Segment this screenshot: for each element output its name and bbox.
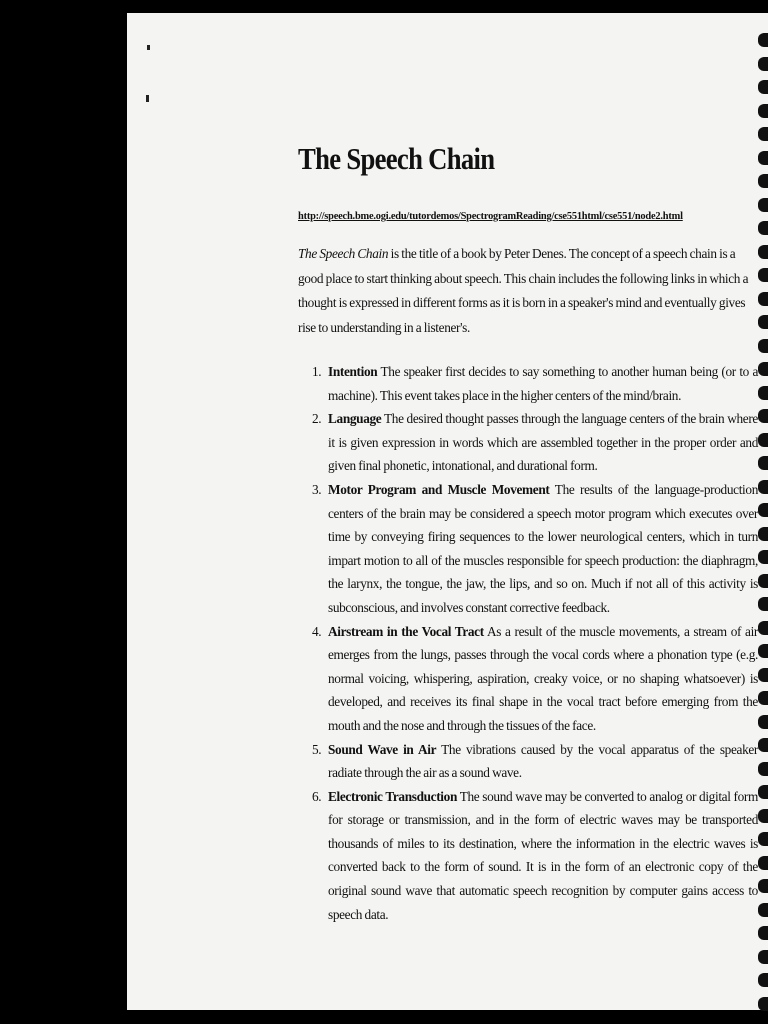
speech-chain-steps — [298, 360, 758, 926]
list-item — [312, 738, 758, 785]
step-text: The sound wave may be converted to analog or digital form for storage or transmission, and in the form of electric waves may be transported thousands of miles to its destination, where the information in the electric waves is converted back to the form of sound. It is in the form of an electronic copy of the original sound wave that automatic speech recognition by computer gains access to speech data. — [328, 788, 758, 922]
binder-hole — [758, 527, 768, 541]
step-text: As a result of the muscle movements, a stream of air emerges from the lungs, passes through the vocal cords where a phonation type (e.g. normal voicing, whispering, aspiration, creaky voice, or no shaping whatsoever) is developed, and receives its final shape in the vocal tract before emerging from the mouth and the nose and through the tissues of the face. — [328, 623, 758, 733]
binder-hole — [758, 550, 768, 564]
step-number: 6. — [312, 788, 322, 804]
step-term: Electronic Transduction — [328, 788, 457, 804]
binder-hole — [758, 644, 768, 658]
step-text: The speaker first decides to say something to another human being (or to a machine). This event takes place in the higher centers of the mind/brain. — [328, 364, 758, 403]
step-term: Intention — [328, 364, 378, 379]
source-url-link[interactable]: http://speech.bme.ogi.edu/tutordemos/SpectrogramReading/cse551html/cse551/node2.html — [298, 211, 683, 222]
binder-hole — [758, 174, 768, 188]
list-item — [312, 478, 758, 620]
binder-hole — [758, 762, 768, 776]
binder-hole — [758, 386, 768, 400]
step-number: 3. — [312, 481, 322, 497]
binder-hole — [758, 362, 768, 376]
binder-hole — [758, 409, 768, 423]
step-term: Language — [328, 411, 382, 427]
binder-hole — [758, 597, 768, 611]
scanned-page — [127, 13, 768, 1010]
binder-hole — [758, 80, 768, 94]
binder-hole — [758, 926, 768, 940]
book-title: The Speech Chain — [298, 246, 389, 261]
binder-hole — [758, 879, 768, 893]
step-text: The results of the language-production centers of the brain may be considered a speech motor program which executes over time by conveying firing sequences to the lower neurological centers, which in turn impart motion to all of the muscles responsible for speech production: the diaphragm, the larynx, the tongue, the jaw, the lips, and so on. Much if not all of this activity is subconscious, and involves constant corrective feedback. — [328, 481, 758, 615]
page-title: The Speech Chain — [298, 141, 495, 176]
binder-hole — [758, 950, 768, 964]
binder-hole — [758, 973, 768, 987]
step-number: 5. — [312, 741, 322, 757]
step-number: 4. — [312, 623, 322, 639]
step-term: Motor Program and Muscle Movement — [328, 481, 550, 497]
article — [298, 141, 758, 926]
binder-hole — [758, 668, 768, 682]
binder-hole — [758, 456, 768, 470]
binder-hole — [758, 433, 768, 447]
step-number: 2. — [312, 411, 322, 427]
binder-hole — [758, 480, 768, 494]
binder-hole — [758, 245, 768, 259]
binder-hole — [758, 503, 768, 517]
intro-text: is the title of a book by Peter Denes. The concept of a speech chain is a good place to start thinking about speech. This chain includes the following links in which a thought is expressed in different forms as it is born in a speaker's mind and eventually gives rise to understanding in a listener's. — [298, 246, 749, 335]
scan-speck — [146, 95, 149, 102]
step-text: The vibrations caused by the vocal apparatus of the speaker radiate through the air as a sound wave. — [328, 741, 758, 781]
intro-paragraph — [298, 242, 758, 340]
binder-hole — [758, 856, 768, 870]
list-item — [312, 785, 758, 927]
binder-hole — [758, 268, 768, 282]
step-term: Airstream in the Vocal Tract — [328, 623, 484, 639]
binder-hole — [758, 832, 768, 846]
binder-hole — [758, 574, 768, 588]
binder-hole — [758, 127, 768, 141]
binder-hole — [758, 621, 768, 635]
binder-hole — [758, 997, 768, 1011]
binder-hole — [758, 315, 768, 329]
binder-hole — [758, 292, 768, 306]
binder-hole — [758, 33, 768, 47]
list-item — [312, 407, 758, 478]
binder-hole — [758, 691, 768, 705]
list-item — [312, 620, 758, 738]
step-text: The desired thought passes through the language centers of the brain where it is given expression in words which are assembled together in the proper order and given final phonetic, intonational, and durational form. — [328, 411, 758, 474]
binder-hole — [758, 198, 768, 212]
binder-hole — [758, 715, 768, 729]
list-item — [312, 360, 758, 407]
binder-hole — [758, 785, 768, 799]
scan-speck — [147, 45, 150, 50]
binder-hole — [758, 903, 768, 917]
binder-hole — [758, 221, 768, 235]
binder-hole — [758, 104, 768, 118]
binder-hole — [758, 738, 768, 752]
step-number: 1. — [312, 364, 322, 379]
binder-hole — [758, 57, 768, 71]
binder-hole — [758, 151, 768, 165]
step-term: Sound Wave in Air — [328, 741, 437, 757]
binder-hole — [758, 809, 768, 823]
binder-hole — [758, 339, 768, 353]
